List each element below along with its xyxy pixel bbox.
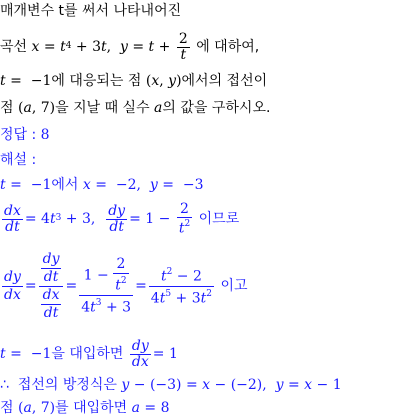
- fraction-dy-dx-2: $\frac{dy}{dx}$: [131, 337, 149, 370]
- fraction-dydt-over-dxdt: $\frac{\frac{dy}{dt}}{\frac{dx}{dt}}$: [39, 251, 64, 322]
- condition-text: 에 대하여,: [196, 39, 260, 55]
- fraction-2-over-t: $\frac{2}{t}$: [178, 30, 188, 63]
- solution-label: 해설 :: [0, 152, 37, 168]
- solution-step-2: $\frac{dx}{dt}$ = 4 t $^3$ + 3, $\frac{dy}{dt}$ = 1 − $\frac{2}{t^2}$ 이므로: [4, 200, 240, 237]
- curve-label: 곡선: [0, 39, 28, 55]
- fraction-dy-dt: $\frac{dy}{dt}$: [108, 202, 126, 235]
- problem-line-3: t = −1에 대응되는 점 (x, y)에서의 접선이: [0, 73, 268, 89]
- equation-y: y: [119, 39, 128, 55]
- answer-label: 정답 :: [0, 127, 37, 143]
- fraction-2-over-t2: $\frac{2}{t^2}$: [178, 200, 191, 237]
- solution-step-6: 점 (a, 7)를 대입하면 a = 8: [0, 400, 170, 416]
- problem-line-4: 점 (a, 7)을 지날 때 실수 a의 값을 구하시오.: [0, 100, 271, 116]
- fraction-expanded: 1 − $\frac{2}{t^2}$ $4t^3 + 3$: [81, 255, 132, 316]
- fraction-simplified: $\frac{t^2 - 2}{4t^5 + 3t^2}$: [150, 266, 213, 307]
- solution-step-3: $\frac{dy}{dx}$ = $\frac{\frac{dy}{dt}}{\frac{dx}{dt}}$ = 1 − $\frac{2}{t^2}$ $4t^3 + 3$ = $\frac{t^2 - 2}{4t^5 + 3t^2}$ 이고: [4, 250, 248, 321]
- equation-x: x: [31, 39, 40, 55]
- solution-step-1: t = −1에서 x = −2, y = −3: [0, 177, 204, 193]
- fraction-dy-dx: $\frac{dy}{dx}$: [4, 268, 21, 303]
- solution-step-5: ∴ 접선의 방정식은 y − (−3) = x − (−2), y = x − 1: [0, 377, 342, 393]
- problem-intro: 매개변수 t를 써서 나타내어진: [0, 3, 182, 19]
- therefore-symbol: ∴: [0, 377, 9, 393]
- problem-line-2: 곡선 x = t $^4$ + 3 t , y = t + $\frac{2}{t}$ 에 대하여,: [0, 30, 260, 63]
- solution-step-4: t = −1 을 대입하면 $\frac{dy}{dx}$ = 1: [0, 337, 178, 370]
- answer-value: 8: [40, 127, 50, 143]
- problem-line-1: [0, 2, 181, 20]
- answer-line: [0, 126, 50, 144]
- fraction-dx-dt: $\frac{dx}{dt}$: [4, 202, 21, 235]
